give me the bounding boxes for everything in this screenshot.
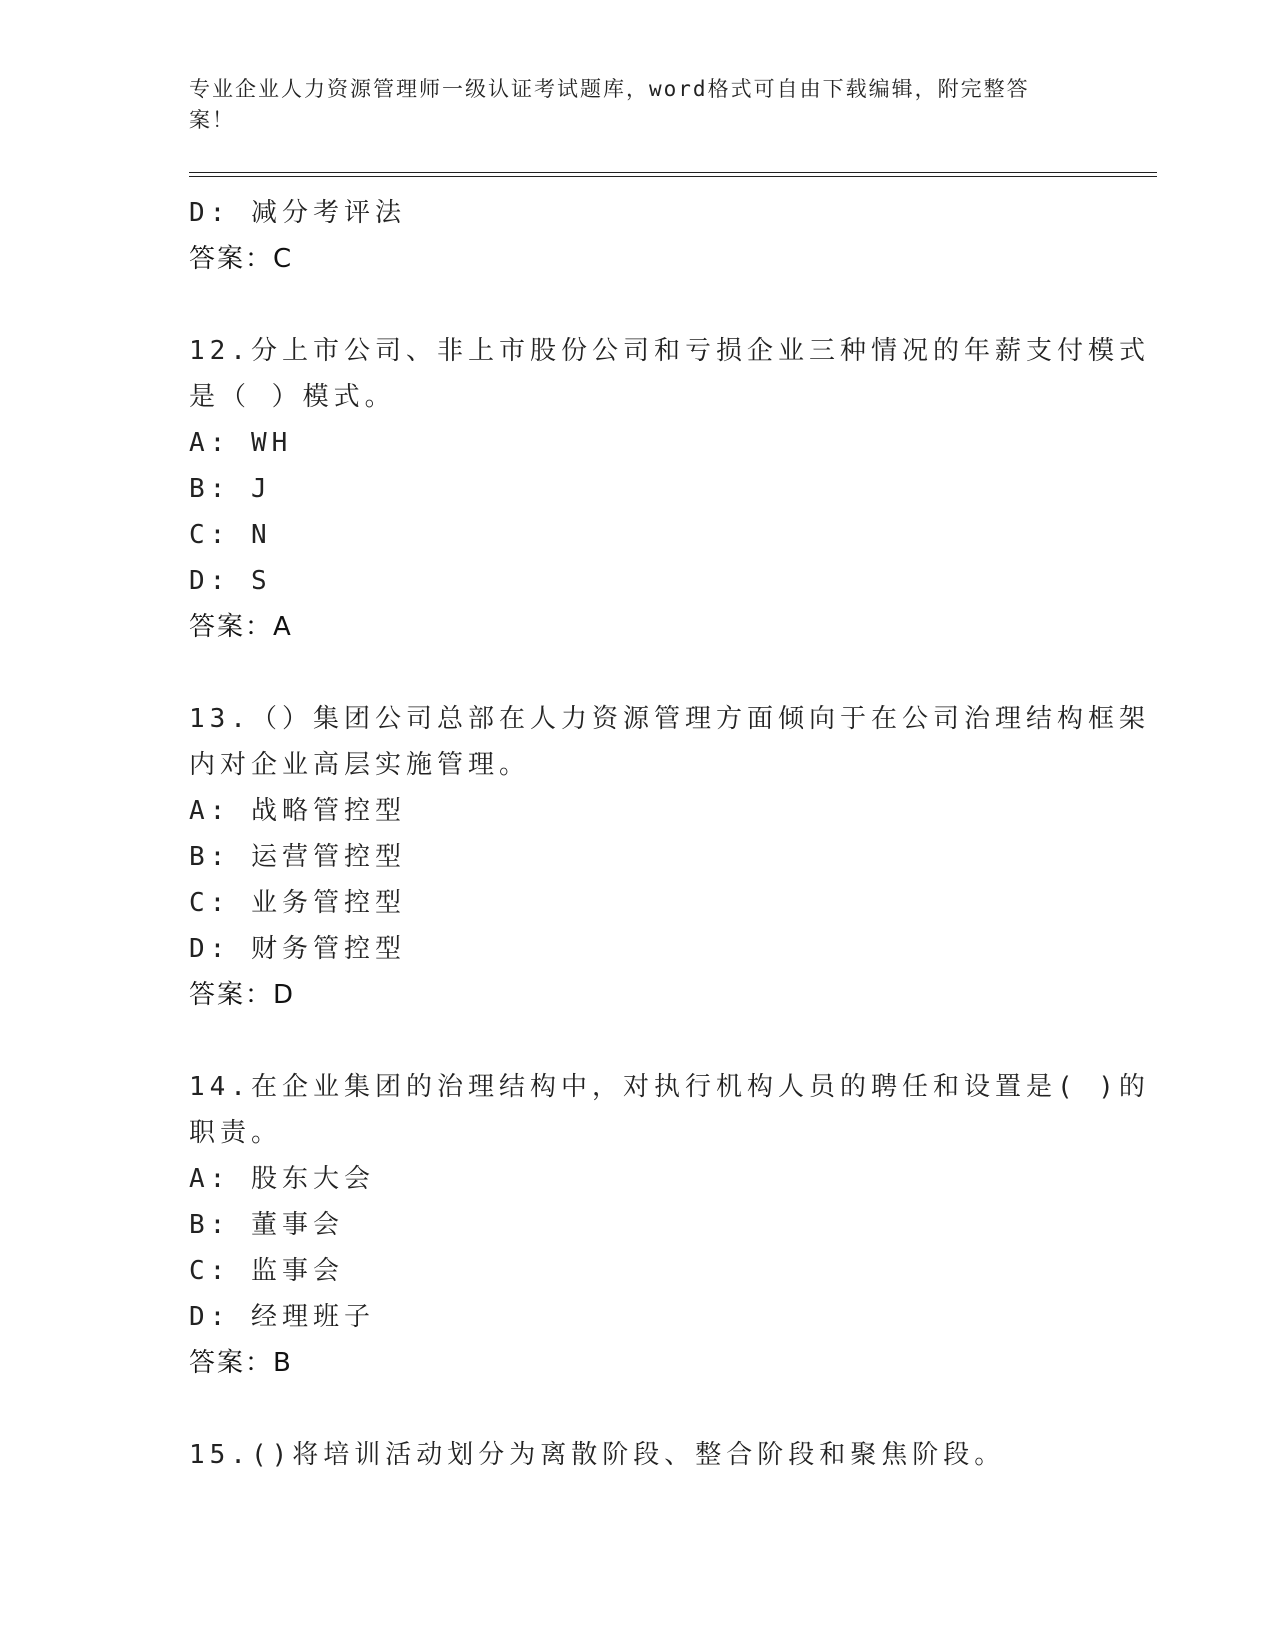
document-header [189,74,1059,136]
spacer [189,282,1089,328]
answer: 答案：D [189,980,296,1010]
spacer [189,650,1089,696]
question-stem: 14.在企业集团的治理结构中，对执行机构人员的聘任和设置是( )的 [189,1072,1150,1102]
answer: 答案：A [189,612,293,642]
question-stem: 13.（）集团公司总部在人力资源管理方面倾向于在公司治理结构框架 [189,704,1150,734]
option-d: D: 财务管控型 [189,934,406,964]
option-c: C: 监事会 [189,1256,344,1286]
header-rule-top [189,172,1157,173]
question-stem: 内对企业高层实施管理。 [189,750,531,780]
option-d: D: 经理班子 [189,1302,375,1332]
question-stem: 12.分上市公司、非上市股份公司和亏损企业三种情况的年薪支付模式 [189,336,1150,366]
question-13 [189,696,1150,1018]
header-rule-bottom [189,176,1157,177]
question-content [189,190,1150,1478]
header-text: 专业企业人力资源管理师一级认证考试题库，word格式可自由下载编辑，附完整答案！ [189,77,1030,132]
spacer [189,1386,1089,1432]
option-b: B: 运营管控型 [189,842,406,872]
option-a: A: 股东大会 [189,1164,375,1194]
question-12 [189,328,1150,650]
spacer [189,1018,1089,1064]
option-b: B: 董事会 [189,1210,344,1240]
option-b: B: J [189,474,272,504]
question-15 [189,1432,1089,1478]
option-a: A: 战略管控型 [189,796,406,826]
answer: 答案：B [189,1348,293,1378]
option-c: C: 业务管控型 [189,888,406,918]
option-d: D: 减分考评法 [189,198,406,228]
question-11-tail [189,190,1089,282]
question-stem: 职责。 [189,1118,283,1148]
option-c: C: N [189,520,272,550]
option-d: D: S [189,566,272,596]
question-stem: 15.()将培训活动划分为离散阶段、整合阶段和聚焦阶段。 [189,1440,1006,1470]
option-a: A: WH [189,428,293,458]
answer: 答案：C [189,244,294,274]
question-stem: 是（ ）模式。 [189,382,396,412]
question-14 [189,1064,1150,1386]
